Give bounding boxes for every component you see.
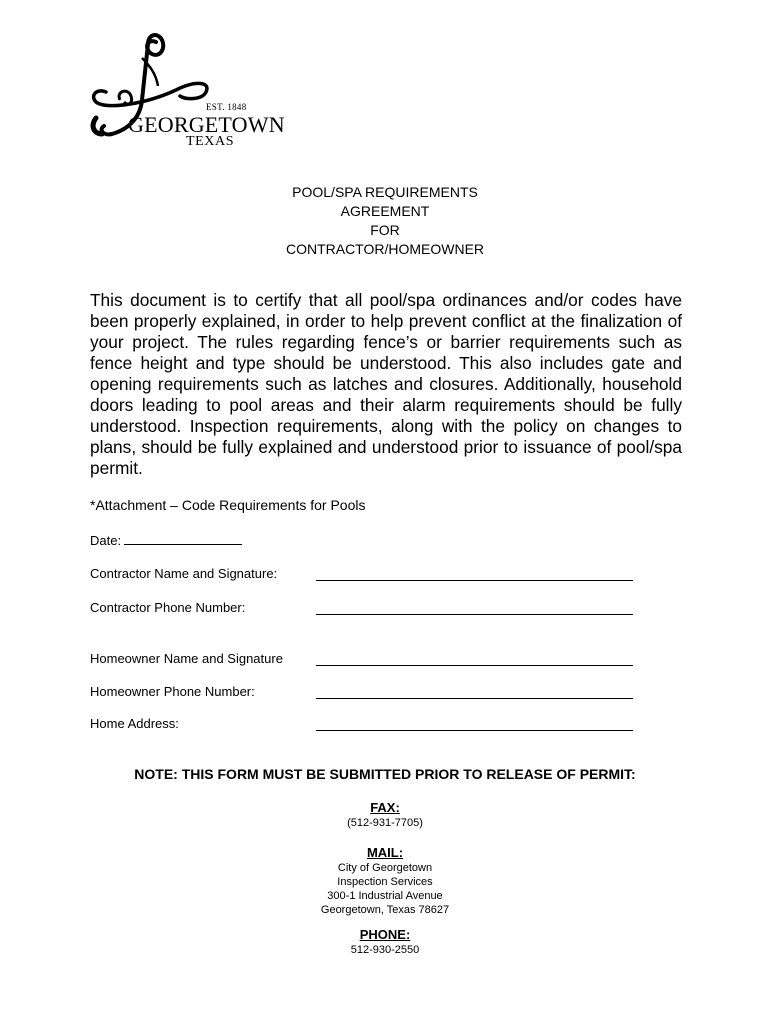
- phone-label: PHONE:: [359, 927, 411, 942]
- home-address-field[interactable]: [316, 730, 633, 731]
- title-line: POOL/SPA REQUIREMENTS: [292, 184, 478, 200]
- phone-section: [0, 927, 770, 957]
- home-address-label: Home Address:: [90, 716, 179, 731]
- mail-line: 300-1 Industrial Avenue: [327, 890, 443, 902]
- contractor-name-field[interactable]: [316, 580, 633, 581]
- date-row: [90, 532, 242, 548]
- mail-section: [0, 845, 770, 917]
- title-line: CONTRACTOR/HOMEOWNER: [285, 241, 485, 257]
- attachment-note: *Attachment – Code Requirements for Pools: [90, 497, 366, 513]
- homeowner-phone-field[interactable]: [316, 698, 633, 699]
- homeowner-phone-label: Homeowner Phone Number:: [90, 684, 255, 699]
- phone-number: 512-930-2550: [350, 944, 420, 956]
- submission-note: NOTE: THIS FORM MUST BE SUBMITTED PRIOR TO RELEASE OF PERMIT:: [134, 766, 636, 782]
- homeowner-phone-row: [90, 684, 650, 704]
- contractor-name-row: [90, 566, 650, 586]
- home-address-row: [90, 716, 650, 736]
- logo-est: EST. 1848: [206, 102, 247, 112]
- fax-section: [0, 800, 770, 830]
- homeowner-name-label: Homeowner Name and Signature: [90, 651, 283, 666]
- georgetown-logo: [86, 30, 286, 155]
- date-label: Date:: [90, 533, 122, 548]
- title-line: FOR: [370, 222, 400, 238]
- mail-line: City of Georgetown: [337, 862, 433, 874]
- contractor-phone-row: [90, 600, 650, 620]
- certification-paragraph: This document is to certify that all pool/spa ordinances and/or codes have been properly explained, in order to help prevent conflict at the finalization of your project. The rules regarding fence’s or barrier requirements such as fence height and type should be understood. This also includes gate and opening requirements such as latches and closures. Additionally, household doors leading to pool areas and their alarm requirements should be fully understood. Inspection requirements, along with the policy on changes to plans, should be fully explained and understood prior to issuance of pool/spa permit.: [90, 290, 682, 478]
- fax-label: FAX:: [370, 800, 400, 815]
- contractor-name-label: Contractor Name and Signature:: [90, 566, 278, 581]
- contractor-phone-field[interactable]: [316, 614, 633, 615]
- mail-line: Georgetown, Texas 78627: [320, 904, 450, 916]
- document-title: [0, 183, 770, 259]
- homeowner-name-row: [90, 651, 650, 671]
- fax-number: (512-931-7705): [347, 817, 423, 829]
- logo-state: TEXAS: [186, 134, 235, 149]
- homeowner-name-field[interactable]: [316, 665, 633, 666]
- logo-city: GEORGETOWN: [128, 112, 285, 137]
- mail-label: MAIL:: [366, 845, 404, 860]
- title-line: AGREEMENT: [340, 203, 430, 219]
- date-field[interactable]: [124, 532, 242, 545]
- contractor-phone-label: Contractor Phone Number:: [90, 600, 246, 615]
- mail-line: Inspection Services: [337, 876, 433, 888]
